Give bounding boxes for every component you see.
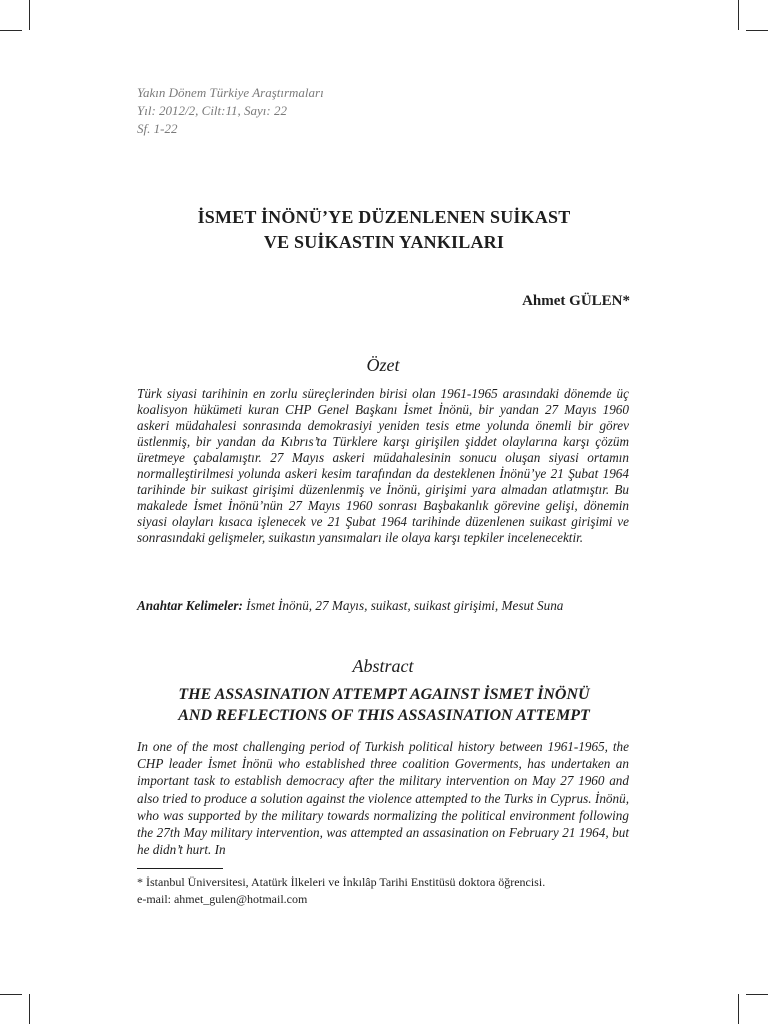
author-name: Ahmet GÜLEN* <box>522 293 630 309</box>
abstract-text: In one of the most challenging period of Turkish political history between 1961-1965, the CHP leader İsmet İnönü who established three coalition Goverments, has undertaken an important task to establish democracy after the military intervention on May 27 1960 and also tried to produce a solution against the violence attempted to the Turks in Cyprus. İnönü, who was supported by the military towards normalizing the political environment following the 27th May military intervention, was attempted an assasination on February 21 1964, but he didn’t hurt. In <box>137 739 629 858</box>
keywords-list: İsmet İnönü, 27 Mayıs, suikast, suikast girişimi, Mesut Suna <box>242 598 564 613</box>
crop-mark <box>0 30 22 31</box>
footnote-rule <box>137 868 223 869</box>
keywords-label: Anahtar Kelimeler: <box>137 598 243 613</box>
abstract-title-line-2: AND REFLECTIONS OF THIS ASSASINATION ATTEMPT <box>178 707 590 724</box>
journal-issue: Yıl: 2012/2, Cilt:11, Sayı: 22 <box>137 103 287 118</box>
footnote-affiliation: * İstanbul Üniversitesi, Atatürk İlkeleri ve İnkılâp Tarihi Enstitüsü doktora öğrencisi. <box>137 875 546 889</box>
footnote-email: e-mail: ahmet_gulen@hotmail.com <box>137 892 308 906</box>
ozet-text: Türk siyasi tarihinin en zorlu süreçlerinden birisi olan 1961-1965 arasındaki dönemde üç koalisyon hükümeti kuran CHP Genel Başkanı İsmet İnönü, bir yandan 27 Mayıs 1960 askeri müdahalesi sonrasında demokrasiyi yeniden tesis etme yolunda önemli bir görev üstlenmiş, bir yandan da Kıbrıs’ta Türklere karşı girişilen şiddet olaylarına karşı çözüm üretmeye çabalamıştır. 27 Mayıs askeri müdahalesinin sonucu oluşan siyasi ortamın normalleştirilmesi yolunda askeri kesim tarafından da desteklenen İnönü’ye 21 Şubat 1964 tarihinde bir suikast girişimi düzenlenmiş ve İnönü, girişimi yara almadan atlatmıştır. Bu makalede İsmet İnönü’nün 27 Mayıs 1960 sonrası Başbakanlık görevine gelişi, dönemin siyasi olayları kısaca işlenecek ve 21 Şubat 1964 tarihinde düzenlenen suikast girişimi ve sonrasındaki gelişmeler, suikastın yansımaları ile olaya karşı tepkiler incelenecektir. <box>137 386 629 545</box>
abstract-title <box>120 684 648 726</box>
crop-mark <box>0 994 22 995</box>
crop-mark <box>738 0 739 30</box>
crop-mark <box>29 0 30 30</box>
title-line-2: VE SUİKASTIN YANKILARI <box>263 232 505 252</box>
journal-info <box>137 84 324 138</box>
keywords <box>137 598 657 614</box>
footnote <box>137 874 545 908</box>
crop-mark <box>738 994 739 1024</box>
article-title <box>120 205 648 255</box>
crop-mark <box>29 994 30 1024</box>
title-line-1: İSMET İNÖNÜ’YE DÜZENLENEN SUİKAST <box>197 207 571 227</box>
journal-name: Yakın Dönem Türkiye Araştırmaları <box>137 85 324 100</box>
abstract-heading: Abstract <box>352 656 414 676</box>
abstract-title-line-1: THE ASSASINATION ATTEMPT AGAINST İSMET İNÖNÜ <box>178 686 590 703</box>
crop-mark <box>746 994 768 995</box>
ozet-heading: Özet <box>366 355 400 375</box>
journal-pages: Sf. 1-22 <box>137 121 178 136</box>
crop-mark <box>746 30 768 31</box>
